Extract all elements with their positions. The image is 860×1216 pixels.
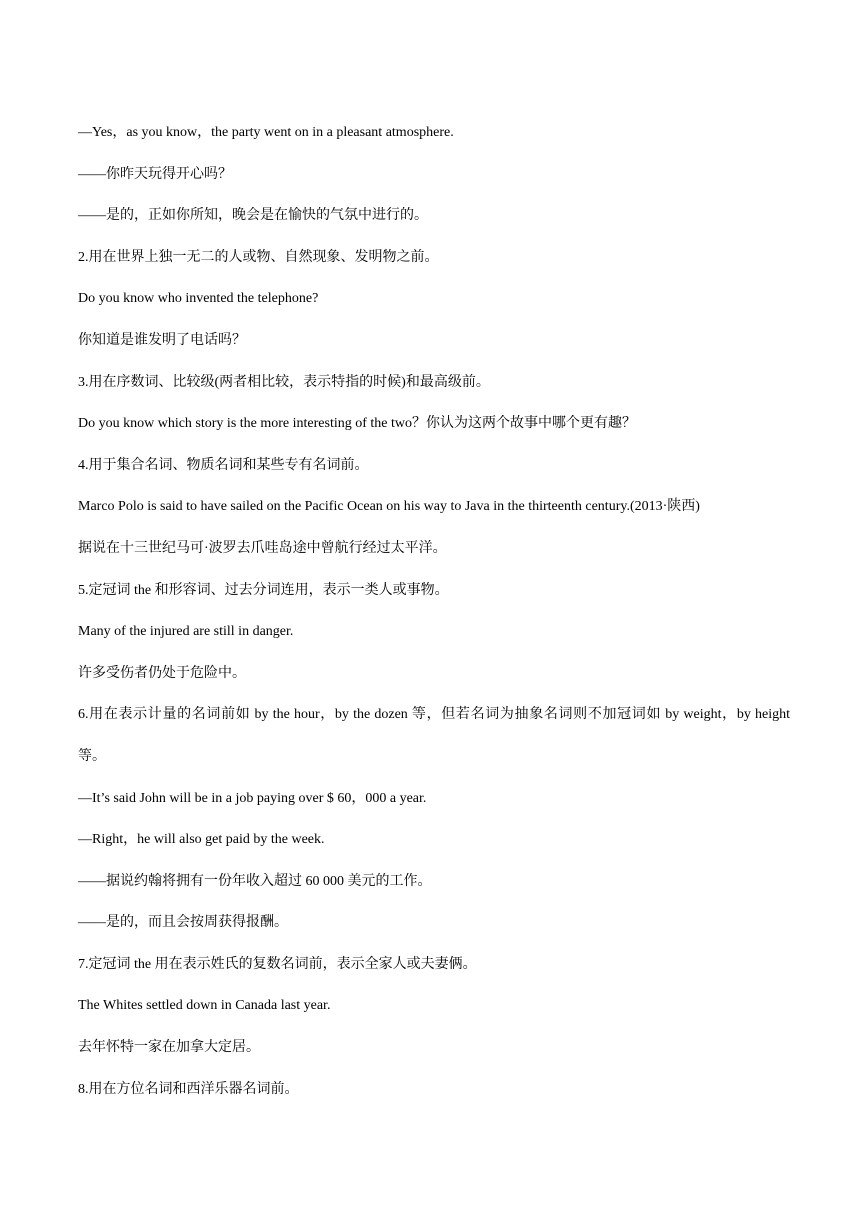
dialogue-en-1: —Yes，as you know，the party went on in a pleasant atmosphere. <box>78 125 454 140</box>
dialogue-zh-1: ——你昨天玩得开心吗？ <box>78 166 232 182</box>
rule-6: 6.用在表示计量的名词前如 by the hour，by the dozen 等，但若名词为抽象名词则不加冠词如 by weight，by height 等。 <box>78 707 790 764</box>
example-zh-7: 去年怀特一家在加拿大定居。 <box>78 1040 260 1056</box>
rule-5: 5.定冠词 the 和形容词、过去分词连用，表示一类人或事物。 <box>78 582 449 598</box>
dialogue-en-6b: —Right，he will also get paid by the week. <box>78 832 325 848</box>
example-zh-5: 许多受伤者仍处于危险中。 <box>78 665 246 681</box>
dialogue-zh-6a: ——据说约翰将拥有一份年收入超过 60 000 美元的工作。 <box>78 873 432 889</box>
document-body <box>78 112 790 1110</box>
dialogue-zh-6b: ——是的，而且会按周获得报酬。 <box>78 915 288 931</box>
example-zh-2: 你知道是谁发明了电话吗？ <box>78 332 246 348</box>
example-en-7: The Whites settled down in Canada last year. <box>78 998 331 1014</box>
example-3: Do you know which story is the more interesting of the two？你认为这两个故事中哪个更有趣？ <box>78 416 637 432</box>
rule-3: 3.用在序数词、比较级(两者相比较，表示特指的时候)和最高级前。 <box>78 374 490 390</box>
rule-4: 4.用于集合名词、物质名词和某些专有名词前。 <box>78 457 369 473</box>
rule-8: 8.用在方位名词和西洋乐器名词前。 <box>78 1081 299 1097</box>
rule-2: 2.用在世界上独一无二的人或物、自然现象、发明物之前。 <box>78 249 439 265</box>
example-zh-4: 据说在十三世纪马可·波罗去爪哇岛途中曾航行经过太平洋。 <box>78 540 447 556</box>
example-en-2: Do you know who invented the telephone? <box>78 291 319 307</box>
dialogue-zh-2: ——是的，正如你所知，晚会是在愉快的气氛中进行的。 <box>78 208 428 224</box>
example-en-5: Many of the injured are still in danger. <box>78 624 294 640</box>
dialogue-en-6a: —It’s said John will be in a job paying over $ 60，000 a year. <box>78 790 427 806</box>
example-en-4: Marco Polo is said to have sailed on the Pacific Ocean on his way to Java in the thirteenth century.(2013·陕西) <box>78 499 700 515</box>
rule-7: 7.定冠词 the 用在表示姓氏的复数名词前，表示全家人或夫妻俩。 <box>78 956 477 972</box>
